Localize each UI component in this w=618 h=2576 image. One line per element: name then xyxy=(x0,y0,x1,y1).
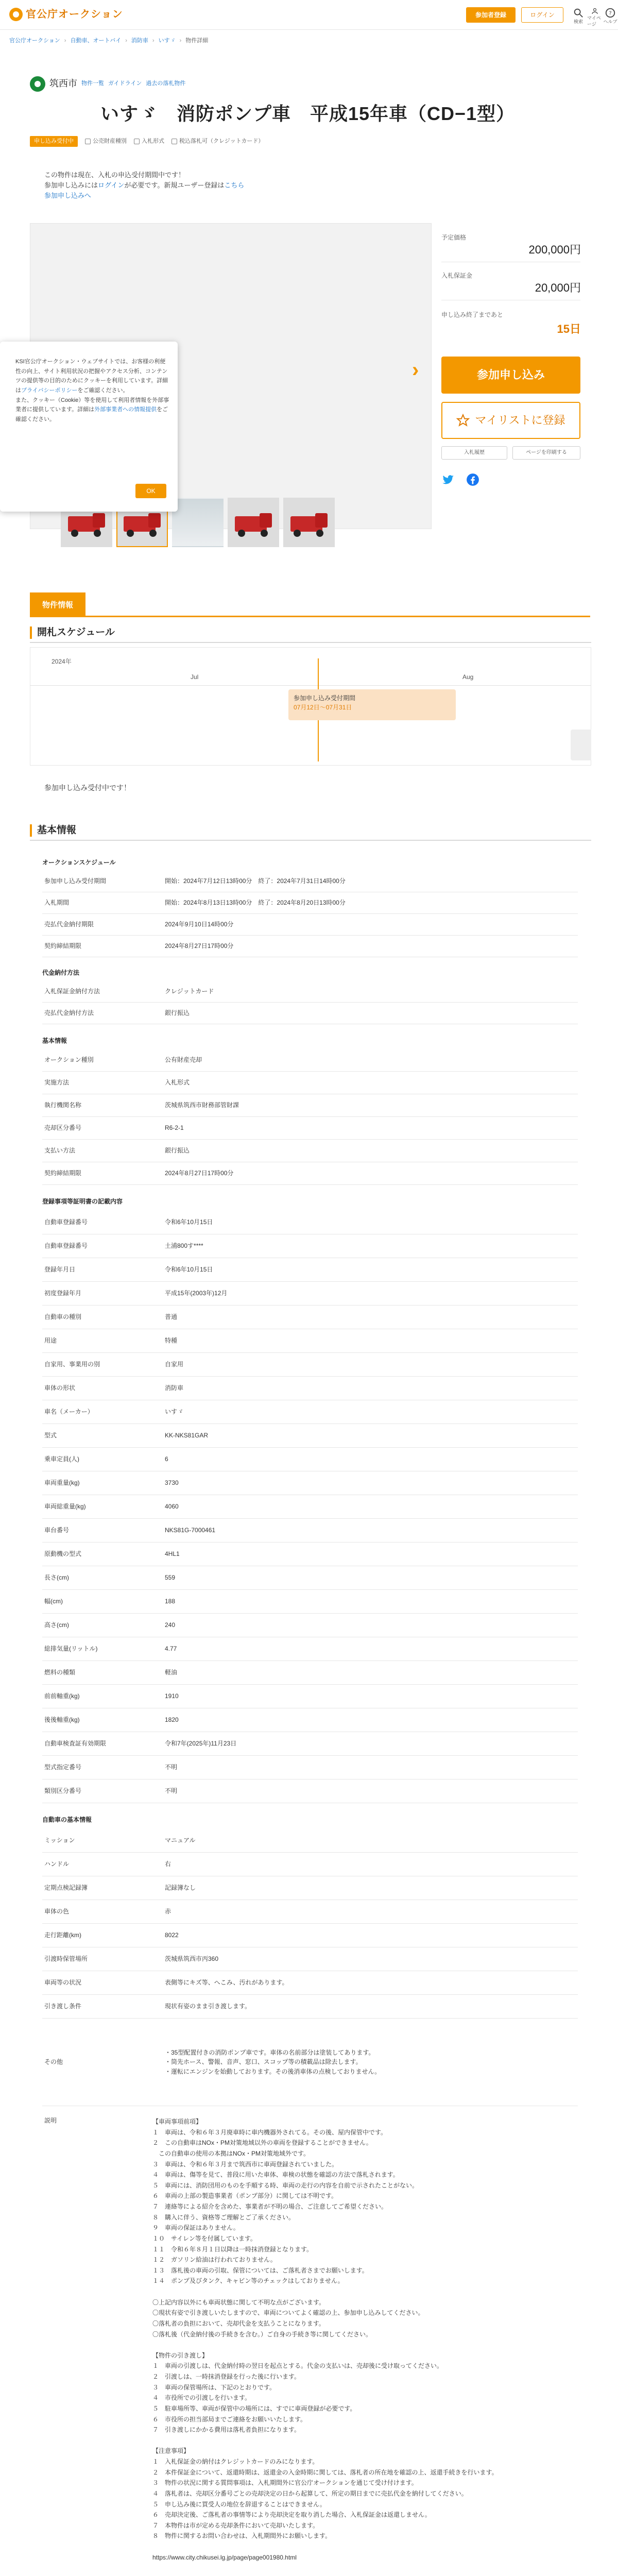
notice-line1: この物件は現在、入札の申込受付期間中です！ xyxy=(44,171,185,179)
social-share xyxy=(441,473,479,486)
basic-info-section-title: 基本情報 xyxy=(30,821,591,841)
info-row: 原動機の型式 4HL1 xyxy=(42,1543,578,1566)
help-icon xyxy=(605,7,616,19)
info-row: 車名（メーカー） いすゞ xyxy=(42,1400,578,1424)
breadcrumb-item[interactable]: いすゞ xyxy=(158,38,176,44)
header-mypage[interactable] xyxy=(587,7,603,28)
tag-icon xyxy=(134,139,140,144)
tag-label: 公売財産種別 xyxy=(93,138,127,144)
mylist-button[interactable] xyxy=(441,402,580,439)
info-row: 乗車定員(人) 6 xyxy=(42,1448,578,1471)
timeline-axis xyxy=(30,685,591,686)
organization-line xyxy=(30,76,185,92)
info-row: 型式 KK-NKS81GAR xyxy=(42,1424,578,1448)
group-schedule: オークションスケジュール xyxy=(42,859,116,866)
info-row: 売却区分番号 R6-2-1 xyxy=(42,1117,578,1140)
notice-apply-link[interactable]: 参加申し込みへ xyxy=(44,192,91,200)
timeline-entry-title: 参加申し込み受付期間 xyxy=(294,694,356,702)
info-row: 高さ(cm) 240 xyxy=(42,1614,578,1637)
info-row: 車体の形状 消防車 xyxy=(42,1377,578,1400)
info-row: 自動車検査証有効期限 令和7年(2025年)11月23日 xyxy=(42,1732,578,1756)
login-button[interactable]: ログイン xyxy=(521,7,563,23)
status-badge: 申し込み受付中 xyxy=(30,136,78,147)
organization-name[interactable]: 筑西市 xyxy=(49,78,77,89)
group-basic: 基本情報 xyxy=(42,1037,67,1044)
third-party-info-link[interactable]: 外部事業者への情報提供 xyxy=(94,406,157,413)
info-row: 長さ(cm) 559 xyxy=(42,1566,578,1590)
info-row: オークション種別 公有財産売却 xyxy=(42,1049,578,1072)
info-row: 車体の色 赤 xyxy=(42,1900,578,1924)
tag-payment xyxy=(171,138,264,145)
info-row: 引渡時保管場所 茨城県筑西市丙360 xyxy=(42,1947,578,1971)
facebook-icon[interactable] xyxy=(466,473,479,486)
timeline-year: 2024年 xyxy=(52,658,72,665)
info-row: 型式指定番号 不明 xyxy=(42,1756,578,1780)
info-row: 自動車登録番号 土浦800す**** xyxy=(42,1234,578,1258)
group-payment: 代金納付方法 xyxy=(42,969,80,976)
cookie-text: KSI官公庁オークション・ウェブサイトでは、お客様の利便性の向上、サイト利用状況の把握やアクセス分析、コンテンツの提供等の目的のためにクッキーを利用しています。詳細は xyxy=(15,359,168,394)
info-row: 車台番号 NKS81G-7000461 xyxy=(42,1519,578,1543)
info-row: 入札期間 開始：2024年8月13日13時00分 終了：2024年8月20日13時00分 xyxy=(42,892,578,914)
join-button[interactable]: 参加申し込み xyxy=(441,357,580,394)
info-row: ハンドル 右 xyxy=(42,1853,578,1876)
bid-history-button[interactable]: 入札履歴 xyxy=(441,446,507,460)
info-row: 後後軸重(kg) 1820 xyxy=(42,1708,578,1732)
info-row: 支払い方法 銀行振込 xyxy=(42,1140,578,1162)
page-title: いすゞ 消防ポンプ車 平成15年車（CD−1型） xyxy=(100,103,516,124)
info-row: ミッション マニュアル xyxy=(42,1829,578,1853)
svg-text:?: ? xyxy=(609,10,612,16)
tag-property-type xyxy=(85,138,127,145)
cookie-text-3: をご確認ください。 xyxy=(15,406,168,423)
info-row: 幅(cm) 188 xyxy=(42,1590,578,1614)
breadcrumb-item[interactable]: 自動車、オートバイ xyxy=(70,38,122,44)
user-icon xyxy=(589,7,600,15)
info-row: 類別区分番号 不明 xyxy=(42,1780,578,1803)
info-row: 初度登録年月 平成15年(2003年)12月 xyxy=(42,1282,578,1306)
item-tags xyxy=(30,136,264,147)
mylist-label: マイリストに登録 xyxy=(475,413,565,427)
tab-bar xyxy=(30,592,590,617)
gallery-next-icon[interactable]: › xyxy=(412,359,419,381)
deposit-value: 20,000円 xyxy=(535,281,581,294)
description-text: 【車両事項前項】 １ 車両は、令和６年３月廃車時に車内機器外されてる。その後、屋内保管中です。 ２ この自動車はNOx・PM対策地域以外の車両を登録することができません。 この自動車の使用の本拠はNOx・PM対策地域外です。 ３ 車両は、令和６年３月まで筑西市に車両登録されていました。 ４ 車両は、傷等を見て、普段に用いた車体、車検の状態を確認の方法で落札されます。 ５ 車両には、消防団用のものを手順する時、車両の走行の内容を自前で示されたことがない。 ６ 車両の上部の製造事業者（ポンプ部分）に関しては不明です。 ７ 連絡等による紹介を含めた、事業者が不明の場合、ご注意してご希望ください。 ８ 購入に伴う、資格等ご理解とご了承ください。 ９ 車両の保証はありません。 １０ サイレン等を付属しています。 １１ 令和６年８月１日以降は一時抹消登録となります。 １２ ガソリン給油は行われておりません。 １３ 落札後の車両の引取、保管については、ご落札者さまでお願いします。 １４ ポンプ及びタンク、キャビン等のチェックはしておりません。 〇上記内容以外にも車両状態に関して不明な点がございます。 〇現状有姿で引き渡しいたしますので、車両についてよく確認の上、参加申し込みしてください。 〇落札者の負担において、売却代金を支払うことになります。 〇落札後（代金納付後の手続きを含む。）ご自身の手続き等に関してください。 【物件の引き渡し】 １ 車両の引渡しは、代金納付時の翌日を起点とする。代金の支払いは、売却後に受け取ってください。 ２ 引渡しは、一時抹消登録を行った後に行います。 ３ 車両の保管場所は、下記のとおりです。 ４ 市役所での引渡しを行います。 ５ 駐車場所等、車両が保管中の場所には、すでに車両登録が必要です。 ６ 市役所の担当部局までご連絡をお願いいたします。 ７ 引き渡しにかかる費用は落札者負担になります。 【注意事項】 １ 入札保証金の納付はクレジットカードのみになります。 ２ 本件保証金について、返還時期は、返還金の入金時期に関しては、落札者の所在地を確認の上、返還手続きを行います。 ３ 物件の状況に関する質問事項は、入札期間外に官公庁オークションを通じて受け付けます。 ４ 落札者は、売却区分番号ごとの売却決定の日から起算して、所定の期日までに売払代金を納付してください。 ５ 申し込み後に買受人の地位を辞退することはできません。 ６ 売却決定後、ご落札者の事情等により売却決定を取り消した場合、入札保証金は返還しません。 ７ 本物件は市が定める売却条件において売却いたします。 ８ 物件に関するお問い合わせは、入札期間外にお願いします。 https://www.city.chikusei.lg.jp/page/page001980.html xyxy=(152,2118,498,2561)
start-price-label: 予定価格 xyxy=(441,234,467,241)
info-row: 引き渡し条件 現状有姿のまま引き渡します。 xyxy=(42,1995,578,2019)
notice-line2: 参加申し込みにはログインが必要です。新規ユーザー登録はこちら xyxy=(44,181,245,190)
site-logo[interactable] xyxy=(9,7,123,22)
breadcrumb-item[interactable]: 消防車 xyxy=(131,38,148,44)
timeline-entry-period[interactable] xyxy=(288,689,456,720)
tag-icon xyxy=(85,139,91,144)
header-mypage-label: マイページ xyxy=(587,15,601,27)
cookie-consent-panel xyxy=(0,342,178,512)
notice-login-link[interactable]: ログイン xyxy=(98,181,125,190)
timeline-bid-period[interactable] xyxy=(571,730,591,760)
info-row: その他 ・35型配置付きの消防ポンプ車です。車体の名前部分は塗装してあります。 ・筒先ホース、警報、音声、窓口、スコップ等の積載品は除去します。 ・運転にエンジンを始動しております。その後消車体の点検しておりません。 xyxy=(42,2019,578,2106)
info-row: 自家用、事業用の別 自家用 xyxy=(42,1353,578,1377)
twitter-icon[interactable] xyxy=(441,473,455,486)
info-row: 実施方法 入札形式 xyxy=(42,1072,578,1094)
start-price-value: 200,000円 xyxy=(528,243,581,256)
thumbnail[interactable] xyxy=(283,498,335,547)
header-search-label: 検索 xyxy=(573,19,583,24)
header-search[interactable] xyxy=(571,7,586,28)
info-row: 車両総重量(kg) 4060 xyxy=(42,1495,578,1519)
days-left-value: 15日 xyxy=(557,323,581,335)
tag-bid-format xyxy=(134,138,164,145)
breadcrumb-item[interactable]: 官公庁オークション xyxy=(9,38,60,44)
info-row: 前前軸重(kg) 1910 xyxy=(42,1685,578,1708)
schedule-status: 参加申し込み受付中です！ xyxy=(44,784,131,792)
info-row: 定期点検記録簿 記録簿なし xyxy=(42,1876,578,1900)
deposit-label: 入札保証金 xyxy=(441,272,473,279)
tag-label: 税込落札可（クレジットカード） xyxy=(179,138,264,144)
org-link-items[interactable]: 物件一覧 xyxy=(81,80,104,87)
info-row: 登録年月日 令和6年10月15日 xyxy=(42,1258,578,1282)
info-row: 燃料の種類 軽油 xyxy=(42,1661,578,1685)
register-button[interactable]: 参加者登録 xyxy=(466,7,516,23)
schedule-section-title: 開札スケジュール xyxy=(30,623,591,643)
info-row: 参加申し込み受付期間 開始：2024年7月12日13時00分 終了：2024年7月31日14時00分 xyxy=(42,871,578,892)
breadcrumb: 官公庁オークション › 自動車、オートバイ › 消防車 › いすゞ › 物件詳細 xyxy=(9,37,208,45)
info-row: 用途 特種 xyxy=(42,1329,578,1353)
logo-mark-icon xyxy=(9,8,23,21)
tag-label: 入札形式 xyxy=(142,138,164,144)
days-left-label: 申し込み終了まであと xyxy=(441,311,504,318)
info-row: 走行距離(km) 8022 xyxy=(42,1924,578,1947)
privacy-policy-link[interactable]: プライバシーポリシー xyxy=(21,387,78,394)
info-row: 車両重量(kg) 3730 xyxy=(42,1471,578,1495)
search-icon xyxy=(573,7,584,19)
info-row: 自動車登録番号 令和6年10月15日 xyxy=(42,1211,578,1234)
star-icon xyxy=(456,414,470,427)
group-vehicle-basic: 自動車の基本情報 xyxy=(42,1816,92,1823)
cookie-ok-button[interactable]: OK xyxy=(135,484,166,498)
org-link-guideline[interactable]: ガイドライン xyxy=(108,80,142,87)
org-link-past[interactable]: 過去の落札物件 xyxy=(146,80,186,87)
logo-text: 官公庁オークション xyxy=(26,9,123,20)
breadcrumb-current: 物件詳細 xyxy=(185,38,209,44)
notice-register-link[interactable]: こちら xyxy=(224,181,245,190)
thumbnail[interactable] xyxy=(172,498,224,547)
info-row: 入札保証金納付方法 クレジットカード xyxy=(42,981,578,1003)
group-registration: 登録事項等証明書の記載内容 xyxy=(42,1198,123,1205)
info-row: 契約締結期限 2024年8月27日17時00分 xyxy=(42,936,578,957)
application-notice xyxy=(44,170,291,201)
info-row: 執行機関名称 茨城県筑西市財務部管財課 xyxy=(42,1094,578,1117)
print-page-button[interactable]: ページを印刷する xyxy=(512,446,580,460)
timeline-entry-dates: 07月12日～07月31日 xyxy=(294,704,352,711)
tag-icon xyxy=(171,139,177,144)
info-row: 売払代金納付方法 銀行振込 xyxy=(42,1003,578,1024)
description-label: 説明 xyxy=(44,2117,57,2124)
info-row: 総排気量(リットル) 4.77 xyxy=(42,1637,578,1661)
thumbnail[interactable] xyxy=(228,498,279,547)
header-help-label: ヘルプ xyxy=(603,19,617,24)
timeline-month: Jul xyxy=(191,673,199,681)
info-row: 自動車の種別 普通 xyxy=(42,1306,578,1329)
tab-item-info[interactable]: 物件情報 xyxy=(30,592,85,617)
info-row: 車両等の状況 表側等にキズ等、へこみ、汚れがあります。 xyxy=(42,1971,578,1995)
cookie-text-2: をご確認ください。 また、クッキー（Cookie）等を使用して利用者情報を外部事業者に提供しています。詳細は xyxy=(15,387,169,413)
info-row: 契約締結期限 2024年8月27日17時00分 xyxy=(42,1162,578,1185)
info-row: 売払代金納付期限 2024年9月10日14時00分 xyxy=(42,914,578,936)
city-emblem-icon xyxy=(30,76,45,92)
timeline-month: Aug xyxy=(462,673,474,681)
header-help[interactable] xyxy=(603,7,618,28)
